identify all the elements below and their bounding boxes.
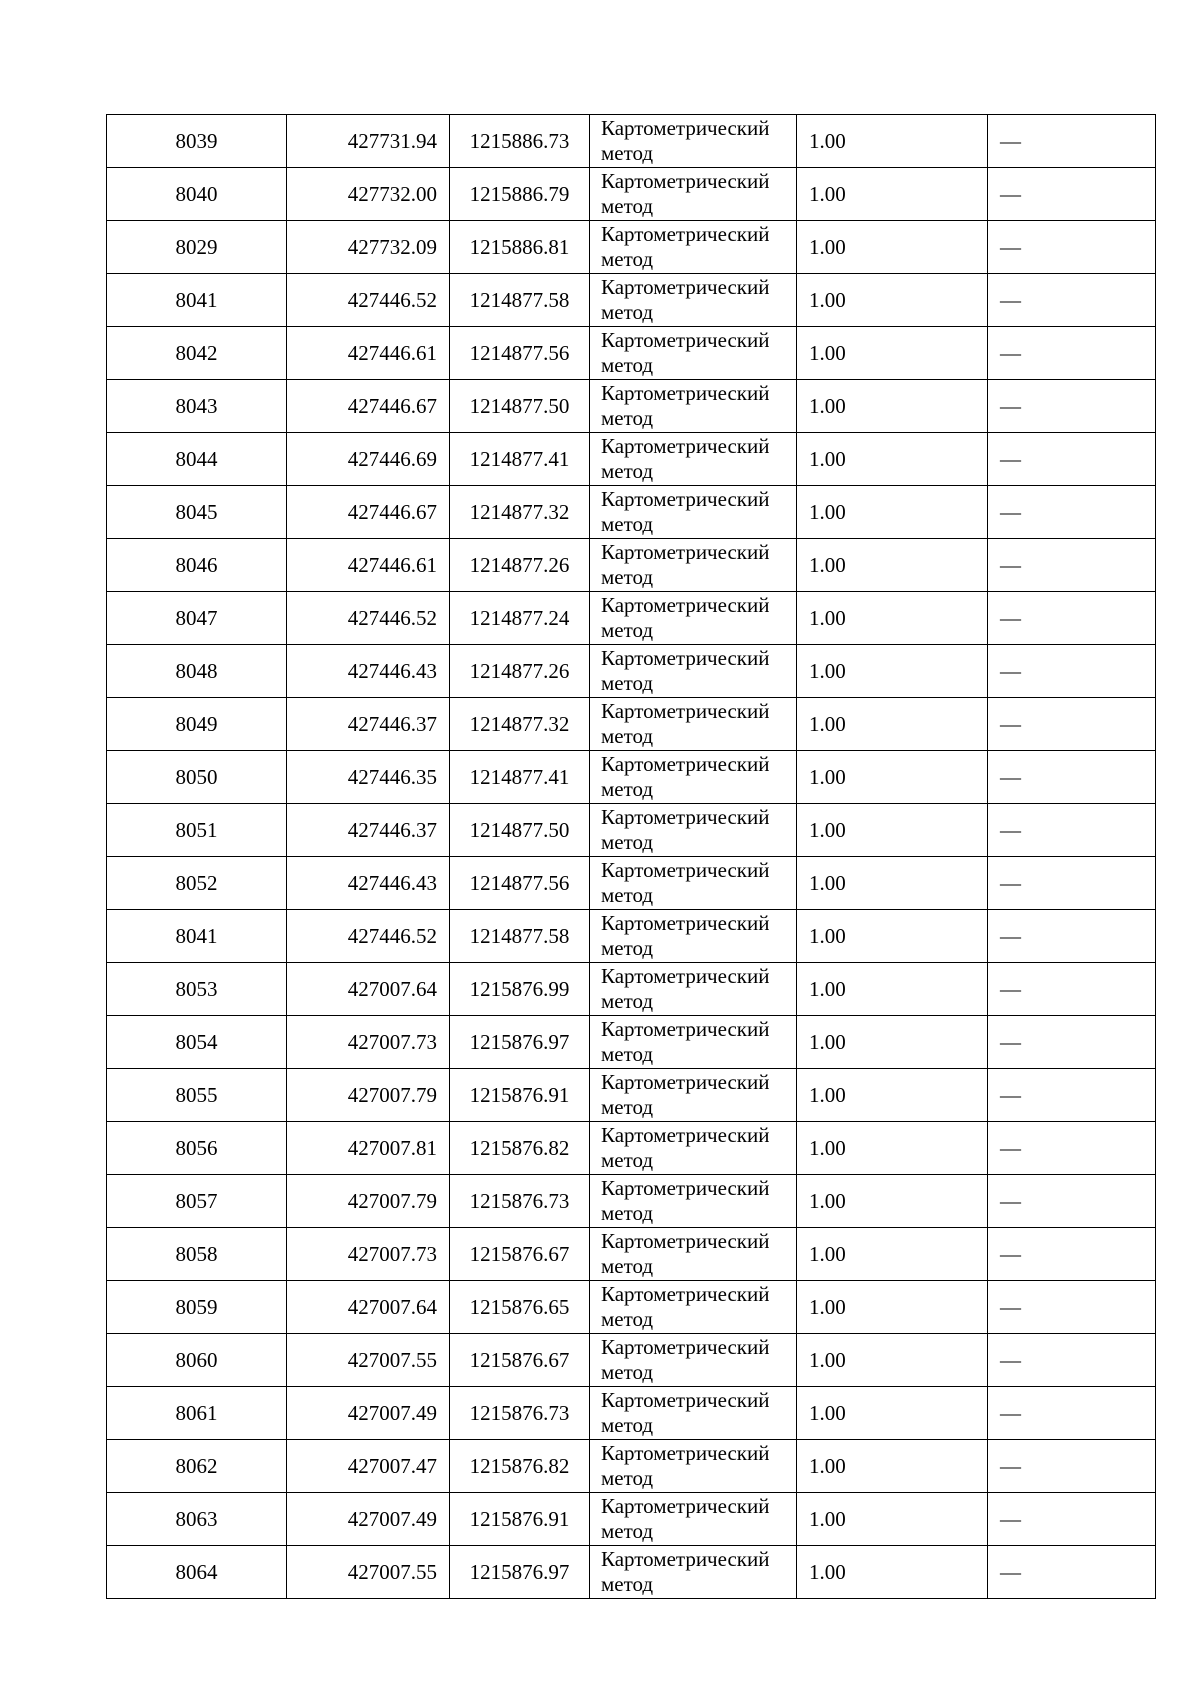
y-coordinate-cell: 1214877.26 bbox=[450, 645, 590, 698]
method-cell bbox=[590, 380, 797, 433]
x-coordinate-cell: 427446.61 bbox=[287, 539, 450, 592]
method-line-1: Картометрический bbox=[601, 381, 770, 405]
accuracy-cell: 1.00 bbox=[797, 963, 988, 1016]
description-cell: — bbox=[988, 1493, 1156, 1546]
method-cell bbox=[590, 804, 797, 857]
method-cell bbox=[590, 1069, 797, 1122]
description-cell: — bbox=[988, 804, 1156, 857]
method-line-1: Картометрический bbox=[601, 1282, 770, 1306]
point-number-cell: 8046 bbox=[107, 539, 287, 592]
method-cell bbox=[590, 486, 797, 539]
accuracy-cell: 1.00 bbox=[797, 1546, 988, 1599]
accuracy-cell: 1.00 bbox=[797, 1493, 988, 1546]
description-cell: — bbox=[988, 1440, 1156, 1493]
method-line-2: метод bbox=[601, 936, 654, 960]
method-line-1: Картометрический bbox=[601, 434, 770, 458]
method-line-1: Картометрический bbox=[601, 1441, 770, 1465]
method-line-2: метод bbox=[601, 671, 654, 695]
method-line-2: метод bbox=[601, 1148, 654, 1172]
table-row bbox=[107, 486, 1156, 539]
method-cell bbox=[590, 698, 797, 751]
x-coordinate-cell: 427446.52 bbox=[287, 592, 450, 645]
y-coordinate-cell: 1215876.73 bbox=[450, 1175, 590, 1228]
x-coordinate-cell: 427007.73 bbox=[287, 1016, 450, 1069]
coordinates-table-body bbox=[107, 115, 1156, 1599]
y-coordinate-cell: 1215876.91 bbox=[450, 1493, 590, 1546]
description-cell: — bbox=[988, 1334, 1156, 1387]
description-cell: — bbox=[988, 857, 1156, 910]
accuracy-cell: 1.00 bbox=[797, 1069, 988, 1122]
accuracy-cell: 1.00 bbox=[797, 804, 988, 857]
method-cell bbox=[590, 539, 797, 592]
method-cell bbox=[590, 115, 797, 168]
description-cell: — bbox=[988, 963, 1156, 1016]
table-row bbox=[107, 1281, 1156, 1334]
accuracy-cell: 1.00 bbox=[797, 698, 988, 751]
table-row bbox=[107, 645, 1156, 698]
table-row bbox=[107, 115, 1156, 168]
x-coordinate-cell: 427007.79 bbox=[287, 1069, 450, 1122]
accuracy-cell: 1.00 bbox=[797, 486, 988, 539]
y-coordinate-cell: 1214877.56 bbox=[450, 327, 590, 380]
y-coordinate-cell: 1215876.67 bbox=[450, 1334, 590, 1387]
x-coordinate-cell: 427446.67 bbox=[287, 380, 450, 433]
accuracy-cell: 1.00 bbox=[797, 221, 988, 274]
y-coordinate-cell: 1214877.58 bbox=[450, 910, 590, 963]
method-cell bbox=[590, 1122, 797, 1175]
x-coordinate-cell: 427007.55 bbox=[287, 1334, 450, 1387]
table-row bbox=[107, 857, 1156, 910]
x-coordinate-cell: 427446.37 bbox=[287, 698, 450, 751]
method-line-1: Картометрический bbox=[601, 1123, 770, 1147]
table-row bbox=[107, 1440, 1156, 1493]
y-coordinate-cell: 1215886.81 bbox=[450, 221, 590, 274]
table-row bbox=[107, 1069, 1156, 1122]
y-coordinate-cell: 1215876.97 bbox=[450, 1016, 590, 1069]
y-coordinate-cell: 1214877.50 bbox=[450, 380, 590, 433]
point-number-cell: 8064 bbox=[107, 1546, 287, 1599]
method-line-2: метод bbox=[601, 1042, 654, 1066]
description-cell: — bbox=[988, 1069, 1156, 1122]
accuracy-cell: 1.00 bbox=[797, 1228, 988, 1281]
table-row bbox=[107, 910, 1156, 963]
point-number-cell: 8053 bbox=[107, 963, 287, 1016]
x-coordinate-cell: 427732.09 bbox=[287, 221, 450, 274]
y-coordinate-cell: 1214877.41 bbox=[450, 751, 590, 804]
method-line-1: Картометрический bbox=[601, 275, 770, 299]
y-coordinate-cell: 1214877.41 bbox=[450, 433, 590, 486]
point-number-cell: 8062 bbox=[107, 1440, 287, 1493]
method-cell bbox=[590, 327, 797, 380]
y-coordinate-cell: 1214877.32 bbox=[450, 486, 590, 539]
x-coordinate-cell: 427446.69 bbox=[287, 433, 450, 486]
point-number-cell: 8044 bbox=[107, 433, 287, 486]
x-coordinate-cell: 427446.52 bbox=[287, 910, 450, 963]
table-row bbox=[107, 274, 1156, 327]
point-number-cell: 8056 bbox=[107, 1122, 287, 1175]
method-line-2: метод bbox=[601, 141, 654, 165]
table-row bbox=[107, 327, 1156, 380]
table-row bbox=[107, 751, 1156, 804]
method-line-1: Картометрический bbox=[601, 805, 770, 829]
method-line-2: метод bbox=[601, 1201, 654, 1225]
x-coordinate-cell: 427446.52 bbox=[287, 274, 450, 327]
y-coordinate-cell: 1215876.82 bbox=[450, 1122, 590, 1175]
description-cell: — bbox=[988, 1122, 1156, 1175]
method-line-2: метод bbox=[601, 194, 654, 218]
method-cell bbox=[590, 433, 797, 486]
description-cell: — bbox=[988, 539, 1156, 592]
description-cell: — bbox=[988, 221, 1156, 274]
accuracy-cell: 1.00 bbox=[797, 433, 988, 486]
table-row bbox=[107, 1016, 1156, 1069]
accuracy-cell: 1.00 bbox=[797, 910, 988, 963]
method-line-1: Картометрический bbox=[601, 646, 770, 670]
method-cell bbox=[590, 1546, 797, 1599]
method-line-2: метод bbox=[601, 777, 654, 801]
y-coordinate-cell: 1214877.58 bbox=[450, 274, 590, 327]
point-number-cell: 8040 bbox=[107, 168, 287, 221]
method-line-1: Картометрический bbox=[601, 911, 770, 935]
method-line-1: Картометрический bbox=[601, 858, 770, 882]
table-row bbox=[107, 698, 1156, 751]
method-line-2: метод bbox=[601, 459, 654, 483]
point-number-cell: 8050 bbox=[107, 751, 287, 804]
point-number-cell: 8029 bbox=[107, 221, 287, 274]
method-line-1: Картометрический bbox=[601, 116, 770, 140]
accuracy-cell: 1.00 bbox=[797, 539, 988, 592]
method-line-1: Картометрический bbox=[601, 1017, 770, 1041]
description-cell: — bbox=[988, 698, 1156, 751]
table-row bbox=[107, 1175, 1156, 1228]
point-number-cell: 8058 bbox=[107, 1228, 287, 1281]
accuracy-cell: 1.00 bbox=[797, 857, 988, 910]
description-cell: — bbox=[988, 274, 1156, 327]
point-number-cell: 8043 bbox=[107, 380, 287, 433]
method-line-1: Картометрический bbox=[601, 1229, 770, 1253]
table-row bbox=[107, 1228, 1156, 1281]
y-coordinate-cell: 1215876.91 bbox=[450, 1069, 590, 1122]
x-coordinate-cell: 427446.35 bbox=[287, 751, 450, 804]
x-coordinate-cell: 427446.43 bbox=[287, 645, 450, 698]
x-coordinate-cell: 427731.94 bbox=[287, 115, 450, 168]
point-number-cell: 8063 bbox=[107, 1493, 287, 1546]
x-coordinate-cell: 427446.43 bbox=[287, 857, 450, 910]
method-line-2: метод bbox=[601, 1254, 654, 1278]
accuracy-cell: 1.00 bbox=[797, 115, 988, 168]
method-line-1: Картометрический bbox=[601, 1070, 770, 1094]
accuracy-cell: 1.00 bbox=[797, 751, 988, 804]
method-line-1: Картометрический bbox=[601, 1335, 770, 1359]
x-coordinate-cell: 427007.79 bbox=[287, 1175, 450, 1228]
point-number-cell: 8061 bbox=[107, 1387, 287, 1440]
method-line-1: Картометрический bbox=[601, 1494, 770, 1518]
point-number-cell: 8052 bbox=[107, 857, 287, 910]
method-line-2: метод bbox=[601, 1095, 654, 1119]
accuracy-cell: 1.00 bbox=[797, 592, 988, 645]
method-line-1: Картометрический bbox=[601, 1176, 770, 1200]
method-cell bbox=[590, 1493, 797, 1546]
method-line-1: Картометрический bbox=[601, 540, 770, 564]
description-cell: — bbox=[988, 1228, 1156, 1281]
method-line-2: метод bbox=[601, 512, 654, 536]
y-coordinate-cell: 1215876.65 bbox=[450, 1281, 590, 1334]
point-number-cell: 8059 bbox=[107, 1281, 287, 1334]
method-cell bbox=[590, 1016, 797, 1069]
method-line-2: метод bbox=[601, 1519, 654, 1543]
point-number-cell: 8041 bbox=[107, 910, 287, 963]
method-cell bbox=[590, 1175, 797, 1228]
method-cell bbox=[590, 963, 797, 1016]
x-coordinate-cell: 427446.61 bbox=[287, 327, 450, 380]
point-number-cell: 8047 bbox=[107, 592, 287, 645]
method-line-2: метод bbox=[601, 830, 654, 854]
method-cell bbox=[590, 857, 797, 910]
method-line-1: Картометрический bbox=[601, 964, 770, 988]
accuracy-cell: 1.00 bbox=[797, 1016, 988, 1069]
table-row bbox=[107, 1387, 1156, 1440]
method-line-2: метод bbox=[601, 1307, 654, 1331]
point-number-cell: 8042 bbox=[107, 327, 287, 380]
method-line-1: Картометрический bbox=[601, 222, 770, 246]
table-row bbox=[107, 1122, 1156, 1175]
method-line-1: Картометрический bbox=[601, 1388, 770, 1412]
accuracy-cell: 1.00 bbox=[797, 327, 988, 380]
coordinates-table bbox=[106, 114, 1156, 1599]
y-coordinate-cell: 1215876.97 bbox=[450, 1546, 590, 1599]
accuracy-cell: 1.00 bbox=[797, 645, 988, 698]
y-coordinate-cell: 1215876.73 bbox=[450, 1387, 590, 1440]
method-line-2: метод bbox=[601, 724, 654, 748]
x-coordinate-cell: 427007.49 bbox=[287, 1387, 450, 1440]
table-row bbox=[107, 1334, 1156, 1387]
method-line-2: метод bbox=[601, 989, 654, 1013]
x-coordinate-cell: 427007.73 bbox=[287, 1228, 450, 1281]
table-row bbox=[107, 592, 1156, 645]
y-coordinate-cell: 1214877.56 bbox=[450, 857, 590, 910]
x-coordinate-cell: 427007.47 bbox=[287, 1440, 450, 1493]
table-row bbox=[107, 433, 1156, 486]
method-line-2: метод bbox=[601, 1413, 654, 1437]
method-line-2: метод bbox=[601, 247, 654, 271]
y-coordinate-cell: 1215886.73 bbox=[450, 115, 590, 168]
table-row bbox=[107, 1493, 1156, 1546]
method-line-2: метод bbox=[601, 353, 654, 377]
point-number-cell: 8039 bbox=[107, 115, 287, 168]
point-number-cell: 8041 bbox=[107, 274, 287, 327]
method-line-1: Картометрический bbox=[601, 699, 770, 723]
x-coordinate-cell: 427007.64 bbox=[287, 963, 450, 1016]
method-cell bbox=[590, 1281, 797, 1334]
method-line-2: метод bbox=[601, 406, 654, 430]
method-cell bbox=[590, 274, 797, 327]
y-coordinate-cell: 1214877.26 bbox=[450, 539, 590, 592]
method-line-2: метод bbox=[601, 883, 654, 907]
x-coordinate-cell: 427007.49 bbox=[287, 1493, 450, 1546]
y-coordinate-cell: 1215876.99 bbox=[450, 963, 590, 1016]
accuracy-cell: 1.00 bbox=[797, 274, 988, 327]
table-row bbox=[107, 380, 1156, 433]
method-cell bbox=[590, 1387, 797, 1440]
method-cell bbox=[590, 751, 797, 804]
y-coordinate-cell: 1214877.32 bbox=[450, 698, 590, 751]
method-line-1: Картометрический bbox=[601, 169, 770, 193]
point-number-cell: 8060 bbox=[107, 1334, 287, 1387]
table-row bbox=[107, 168, 1156, 221]
x-coordinate-cell: 427446.67 bbox=[287, 486, 450, 539]
description-cell: — bbox=[988, 433, 1156, 486]
description-cell: — bbox=[988, 645, 1156, 698]
accuracy-cell: 1.00 bbox=[797, 1387, 988, 1440]
point-number-cell: 8049 bbox=[107, 698, 287, 751]
x-coordinate-cell: 427007.81 bbox=[287, 1122, 450, 1175]
method-line-2: метод bbox=[601, 1572, 654, 1596]
point-number-cell: 8051 bbox=[107, 804, 287, 857]
method-cell bbox=[590, 910, 797, 963]
table-row bbox=[107, 1546, 1156, 1599]
method-line-1: Картометрический bbox=[601, 752, 770, 776]
description-cell: — bbox=[988, 486, 1156, 539]
description-cell: — bbox=[988, 1281, 1156, 1334]
accuracy-cell: 1.00 bbox=[797, 1175, 988, 1228]
description-cell: — bbox=[988, 1175, 1156, 1228]
method-line-2: метод bbox=[601, 1360, 654, 1384]
table-row bbox=[107, 804, 1156, 857]
accuracy-cell: 1.00 bbox=[797, 1122, 988, 1175]
method-line-1: Картометрический bbox=[601, 328, 770, 352]
method-cell bbox=[590, 645, 797, 698]
method-line-1: Картометрический bbox=[601, 593, 770, 617]
method-cell bbox=[590, 1228, 797, 1281]
y-coordinate-cell: 1214877.24 bbox=[450, 592, 590, 645]
description-cell: — bbox=[988, 380, 1156, 433]
y-coordinate-cell: 1215886.79 bbox=[450, 168, 590, 221]
y-coordinate-cell: 1215876.82 bbox=[450, 1440, 590, 1493]
method-cell bbox=[590, 1440, 797, 1493]
point-number-cell: 8057 bbox=[107, 1175, 287, 1228]
point-number-cell: 8048 bbox=[107, 645, 287, 698]
description-cell: — bbox=[988, 751, 1156, 804]
accuracy-cell: 1.00 bbox=[797, 1334, 988, 1387]
point-number-cell: 8055 bbox=[107, 1069, 287, 1122]
accuracy-cell: 1.00 bbox=[797, 1440, 988, 1493]
x-coordinate-cell: 427007.64 bbox=[287, 1281, 450, 1334]
method-line-2: метод bbox=[601, 565, 654, 589]
table-row bbox=[107, 221, 1156, 274]
point-number-cell: 8054 bbox=[107, 1016, 287, 1069]
description-cell: — bbox=[988, 115, 1156, 168]
description-cell: — bbox=[988, 1016, 1156, 1069]
accuracy-cell: 1.00 bbox=[797, 380, 988, 433]
accuracy-cell: 1.00 bbox=[797, 1281, 988, 1334]
description-cell: — bbox=[988, 592, 1156, 645]
method-cell bbox=[590, 168, 797, 221]
x-coordinate-cell: 427732.00 bbox=[287, 168, 450, 221]
y-coordinate-cell: 1215876.67 bbox=[450, 1228, 590, 1281]
method-line-2: метод bbox=[601, 300, 654, 324]
y-coordinate-cell: 1214877.50 bbox=[450, 804, 590, 857]
description-cell: — bbox=[988, 1387, 1156, 1440]
method-cell bbox=[590, 1334, 797, 1387]
table-row bbox=[107, 539, 1156, 592]
description-cell: — bbox=[988, 327, 1156, 380]
method-line-2: метод bbox=[601, 1466, 654, 1490]
method-cell bbox=[590, 592, 797, 645]
description-cell: — bbox=[988, 910, 1156, 963]
description-cell: — bbox=[988, 168, 1156, 221]
method-line-2: метод bbox=[601, 618, 654, 642]
method-line-1: Картометрический bbox=[601, 487, 770, 511]
x-coordinate-cell: 427007.55 bbox=[287, 1546, 450, 1599]
method-cell bbox=[590, 221, 797, 274]
point-number-cell: 8045 bbox=[107, 486, 287, 539]
accuracy-cell: 1.00 bbox=[797, 168, 988, 221]
table-row bbox=[107, 963, 1156, 1016]
description-cell: — bbox=[988, 1546, 1156, 1599]
x-coordinate-cell: 427446.37 bbox=[287, 804, 450, 857]
method-line-1: Картометрический bbox=[601, 1547, 770, 1571]
